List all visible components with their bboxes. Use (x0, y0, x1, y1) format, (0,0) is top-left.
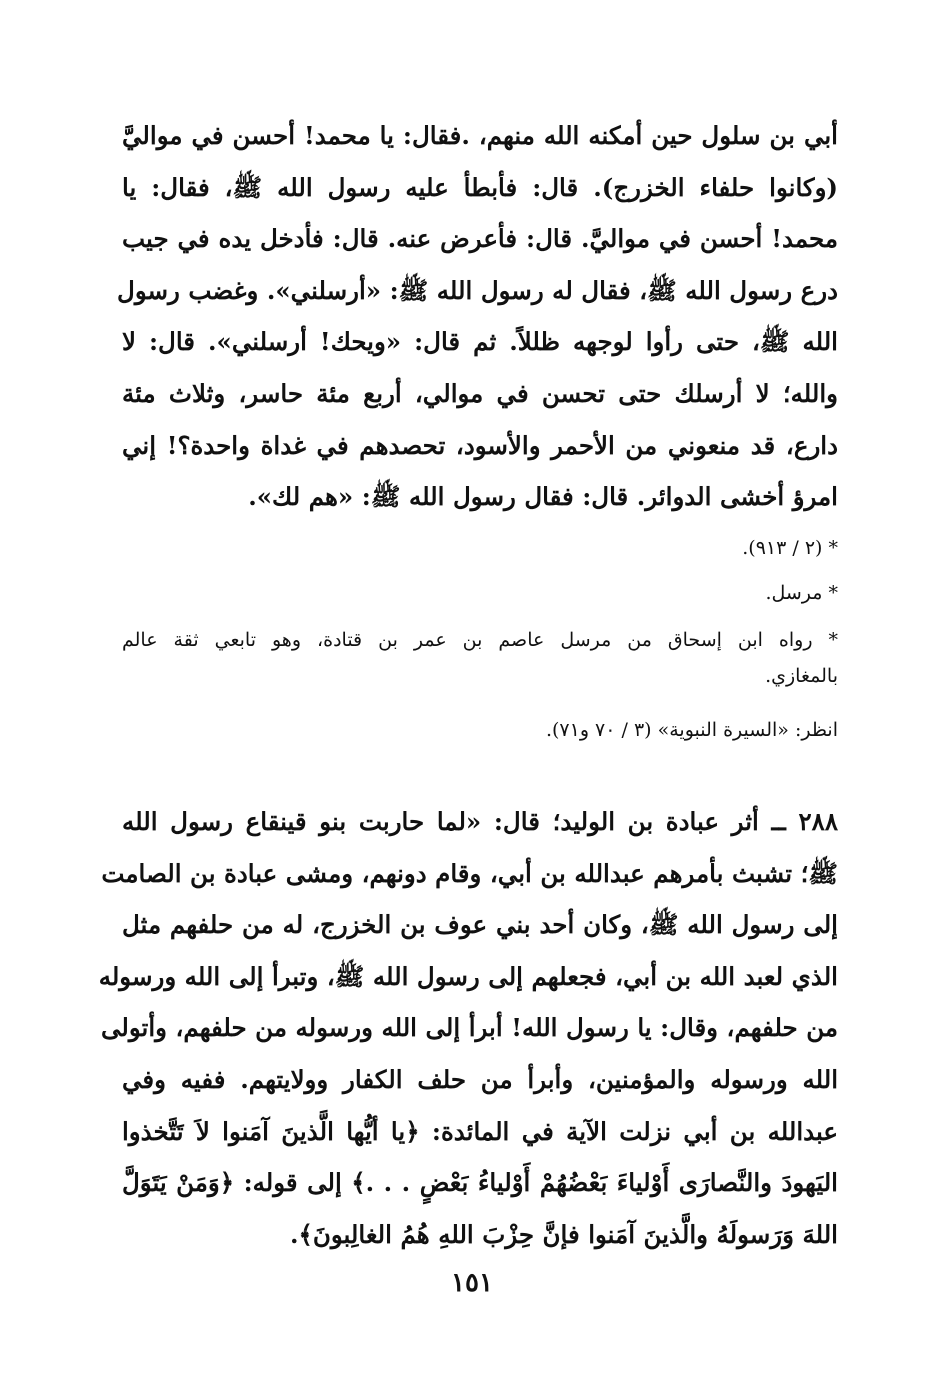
text-line: امرؤ أخشى الدوائر. قال: فقال رسول الله ﷺ: «هم لك». (248, 482, 838, 512)
paragraph-1 (117, 110, 838, 523)
note-line: * رواه ابن إسحاق من مرسل عاصم بن عمر بن قتادة، وهو تابعي ثقة عالم (122, 629, 838, 651)
note-line: بالمغازي. (765, 665, 838, 687)
text-line: (وكانوا حلفاء الخزرج). قال: فأبطأ عليه رسول الله ﷺ، فقال: يا (122, 172, 838, 202)
text-line: من حلفهم، وقال: يا رسول الله! أبرأ إلى الله ورسوله من حلفهم، وأتولى (100, 1013, 838, 1043)
text-line: محمد! أحسن في مواليَّ. قال: فأعرض عنه. قال: فأدخل يده في جيب (122, 224, 838, 254)
note-line: انظر: «السيرة النبوية» (٣ / ٧٠ و٧١). (545, 719, 838, 741)
note-source (122, 622, 838, 694)
text-line: الله ﷺ، حتى رأوا لوجهه ظللاً. ثم قال: «ويحك! أرسلني». قال: لا (122, 327, 838, 357)
text-line: اللهَ وَرَسولَهُ والَّذينَ آمَنوا فإنَّ حِزْبَ اللهِ هُمُ الغالِبونَ﴾. (289, 1219, 838, 1249)
text-line: الله ورسوله والمؤمنين، وأبرأ من حلف الكفار وولايتهم. ففيه وفي (122, 1064, 838, 1094)
text-line: عبدالله بن أبي نزلت الآية في المائدة: ﴿يا أيُّها الَّذينَ آمَنوا لاَ تَتَّخذوا (122, 1116, 838, 1146)
note-line: * مرسل. (765, 582, 838, 604)
note-grade (122, 575, 838, 611)
page-number: ١٥١ (451, 1268, 493, 1298)
paragraph-2 (98, 796, 838, 1260)
note-see-also (122, 712, 838, 748)
text-line: والله؛ لا أرسلك حتى تحسن في موالي، أربع مئة حاسر، وثلاث مئة (122, 378, 838, 408)
note-line: * (٢ / ٩١٣). (742, 537, 838, 559)
text-line: درع رسول الله ﷺ، فقال له رسول الله ﷺ: «أرسلني». وغضب رسول (117, 275, 838, 305)
note-reference (122, 530, 838, 566)
text-line: أبي بن سلول حين أمكنه الله منهم، .فقال: يا محمد! أحسن في مواليَّ (122, 121, 838, 150)
text-line: ٢٨٨ ــ أثر عبادة بن الوليد؛ قال: «لما حاربت بنو قينقاع رسول الله (122, 807, 838, 836)
text-line: إلى رسول الله ﷺ، وكان أحد بني عوف بن الخزرج، له من حلفهم مثل (122, 910, 838, 940)
text-line: اليَهودَ والنَّصارَى أَوْلياءَ بَعْضُهُمْ أَوْلياءُ بَعْضٍ . . .﴾ إلى قوله: ﴿وَمَنْ يَتَوَلَّ (122, 1168, 838, 1198)
text-line: ﷺ؛ تشبث بأمرهم عبدالله بن أبي، وقام دونهم، ومشى عبادة بن الصامت (101, 858, 838, 888)
text-line: دارع، قد منعوني من الأحمر والأسود، تحصدهم في غداة واحدة؟! إني (122, 430, 838, 460)
text-line: الذي لعبد الله بن أبي، فجعلهم إلى رسول الله ﷺ، وتبرأ إلى الله ورسوله (98, 961, 838, 991)
